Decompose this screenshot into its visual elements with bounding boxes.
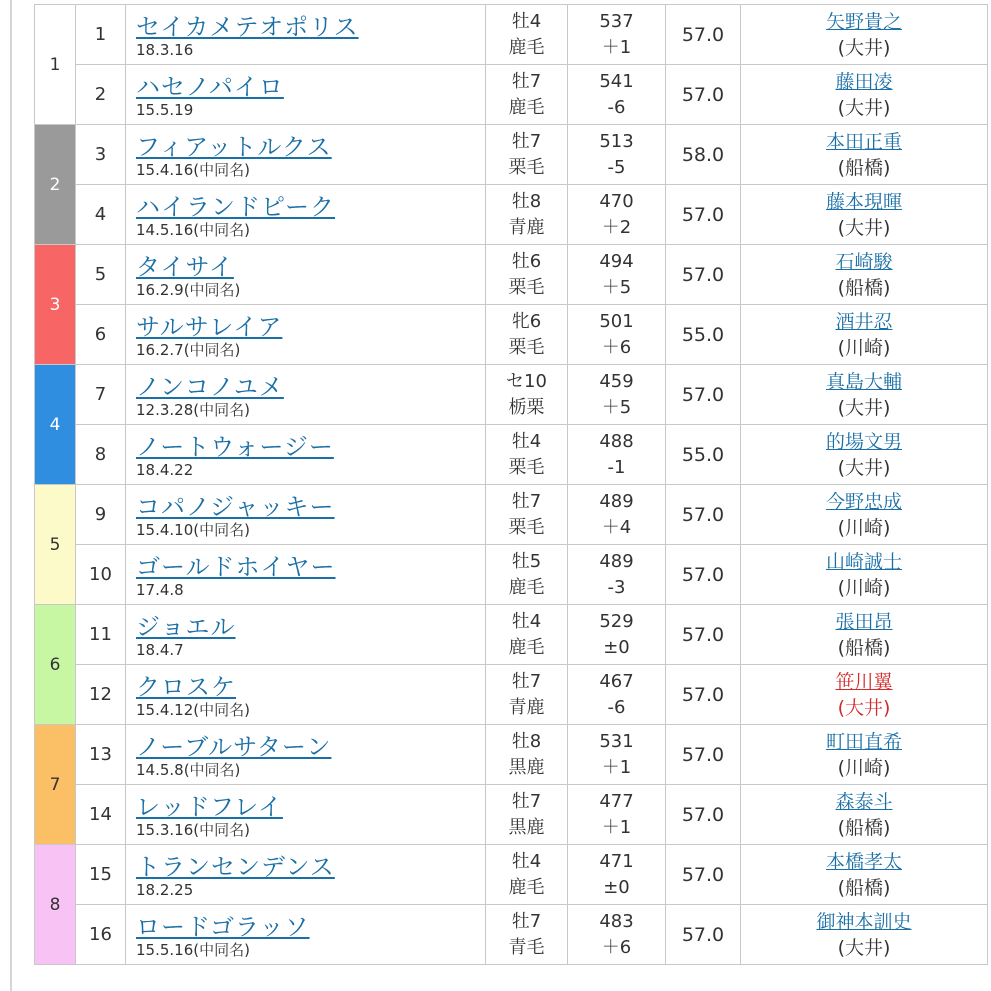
horse-number: 4 — [94, 204, 107, 225]
jockey-name-link[interactable]: 町田直希 — [825, 730, 902, 753]
jockey-cell — [741, 605, 988, 665]
jockey-cell — [741, 305, 988, 365]
horse-cell — [126, 905, 486, 965]
weight-change: ＋4 — [601, 516, 632, 538]
weight-change: ＋1 — [601, 756, 632, 778]
jockey-cell — [741, 425, 988, 485]
horse-number-cell — [76, 485, 126, 545]
body-weight: 489 — [599, 550, 634, 572]
horse-cell — [126, 185, 486, 245]
horse-birthdate: 18.4.7 — [136, 640, 184, 659]
horse-number: 12 — [89, 684, 112, 705]
horse-number: 15 — [89, 864, 112, 885]
carried-weight-cell — [666, 305, 741, 365]
sex-age: 牡4 — [511, 850, 542, 872]
body-weight-cell — [568, 185, 666, 245]
horse-birthdate: 18.4.22 — [136, 460, 194, 479]
carried-weight: 57.0 — [681, 83, 725, 106]
table-row — [35, 425, 988, 485]
jockey-cell — [741, 845, 988, 905]
weight-change: ＋1 — [601, 816, 632, 838]
jockey-affiliation: (川崎) — [837, 336, 891, 359]
sex-age: セ10 — [506, 370, 547, 392]
jockey-cell — [741, 725, 988, 785]
jockey-affiliation: (船橋) — [837, 156, 891, 179]
body-weight: 494 — [599, 250, 634, 272]
table-row — [35, 305, 988, 365]
table-row — [35, 605, 988, 665]
jockey-name-link[interactable]: 今野忠成 — [825, 490, 902, 513]
weight-change: ＋2 — [601, 216, 632, 238]
horse-cell — [126, 785, 486, 845]
carried-weight-cell — [666, 785, 741, 845]
horse-birthdate: 15.4.16(中同名) — [136, 160, 250, 179]
coat-color: 鹿毛 — [508, 36, 545, 58]
waku-number: 2 — [49, 174, 61, 195]
body-weight: 541 — [599, 70, 634, 92]
body-weight: 483 — [599, 910, 634, 932]
horse-number-cell — [76, 785, 126, 845]
jockey-name-link[interactable]: 御神本訓史 — [816, 910, 912, 933]
waku-cell — [35, 845, 76, 965]
horse-birthdate: 18.2.25 — [136, 880, 194, 899]
coat-color: 栗毛 — [508, 156, 545, 178]
carried-weight-cell — [666, 65, 741, 125]
table-row — [35, 665, 988, 725]
horse-cell — [126, 245, 486, 305]
body-weight-cell — [568, 5, 666, 65]
weight-change: ±0 — [603, 636, 630, 658]
jockey-affiliation: (大井) — [837, 216, 891, 239]
horse-name-link[interactable]: タイサイ — [136, 252, 234, 281]
sex-age-cell — [486, 5, 568, 65]
carried-weight-cell — [666, 125, 741, 185]
horse-cell — [126, 605, 486, 665]
body-weight: 501 — [599, 310, 634, 332]
jockey-affiliation: (船橋) — [837, 816, 891, 839]
weight-change: ＋6 — [601, 936, 632, 958]
jockey-affiliation: (川崎) — [837, 756, 891, 779]
waku-number: 1 — [49, 54, 61, 75]
horse-number: 13 — [89, 744, 112, 765]
weight-change: ＋5 — [601, 396, 632, 418]
waku-cell — [35, 605, 76, 725]
horse-number-cell — [76, 425, 126, 485]
coat-color: 黒鹿 — [508, 816, 545, 838]
body-weight-cell — [568, 785, 666, 845]
jockey-cell — [741, 485, 988, 545]
waku-cell — [35, 5, 76, 125]
horse-number-cell — [76, 65, 126, 125]
jockey-name-link[interactable]: 石崎駿 — [835, 250, 893, 273]
table-row — [35, 185, 988, 245]
page-left-rule — [10, 0, 12, 991]
waku-number: 8 — [49, 894, 61, 915]
sex-age-cell — [486, 485, 568, 545]
horse-birthdate: 14.5.16(中同名) — [136, 220, 250, 239]
sex-age: 牡4 — [511, 610, 542, 632]
horse-cell — [126, 425, 486, 485]
horse-number-cell — [76, 545, 126, 605]
horse-name-link[interactable]: ロードゴラッソ — [136, 912, 310, 941]
jockey-cell — [741, 65, 988, 125]
coat-color: 栃栗 — [508, 396, 545, 418]
jockey-cell — [741, 905, 988, 965]
sex-age: 牡7 — [511, 130, 542, 152]
horse-cell — [126, 485, 486, 545]
horse-number-cell — [76, 125, 126, 185]
horse-cell — [126, 65, 486, 125]
coat-color: 青鹿 — [508, 696, 545, 718]
horse-number: 2 — [94, 84, 107, 105]
carried-weight: 57.0 — [681, 563, 725, 586]
sex-age: 牡6 — [511, 250, 542, 272]
waku-cell — [35, 485, 76, 605]
body-weight-cell — [568, 65, 666, 125]
sex-age: 牡7 — [511, 70, 542, 92]
jockey-name-link[interactable]: 笹川翼 — [835, 670, 893, 693]
waku-cell — [35, 365, 76, 485]
coat-color: 栗毛 — [508, 276, 545, 298]
sex-age: 牝6 — [511, 310, 542, 332]
body-weight: 467 — [599, 670, 634, 692]
body-weight-cell — [568, 425, 666, 485]
carried-weight-cell — [666, 425, 741, 485]
body-weight: 531 — [599, 730, 634, 752]
weight-change: -5 — [607, 156, 626, 178]
jockey-name-link[interactable]: 張田昂 — [835, 610, 893, 633]
jockey-affiliation: (大井) — [837, 36, 891, 59]
sex-age: 牡4 — [511, 430, 542, 452]
horse-birthdate: 16.2.7(中同名) — [136, 340, 241, 359]
horse-number-cell — [76, 905, 126, 965]
sex-age-cell — [486, 725, 568, 785]
entry-table — [34, 4, 988, 965]
body-weight: 459 — [599, 370, 634, 392]
jockey-name-link[interactable]: 的場文男 — [825, 430, 902, 453]
jockey-affiliation: (船橋) — [837, 276, 891, 299]
horse-cell — [126, 305, 486, 365]
jockey-cell — [741, 125, 988, 185]
jockey-name-link[interactable]: 森泰斗 — [835, 790, 893, 813]
horse-cell — [126, 365, 486, 425]
body-weight-cell — [568, 605, 666, 665]
jockey-cell — [741, 665, 988, 725]
weight-change: ±0 — [603, 876, 630, 898]
carried-weight: 57.0 — [681, 203, 725, 226]
sex-age-cell — [486, 845, 568, 905]
body-weight-cell — [568, 245, 666, 305]
table-row — [35, 545, 988, 605]
horse-name-link[interactable]: ノーブルサターン — [136, 732, 332, 761]
jockey-cell — [741, 185, 988, 245]
body-weight-cell — [568, 665, 666, 725]
body-weight-cell — [568, 305, 666, 365]
body-weight-cell — [568, 725, 666, 785]
horse-number: 10 — [89, 564, 112, 585]
jockey-affiliation: (船橋) — [837, 876, 891, 899]
sex-age-cell — [486, 665, 568, 725]
sex-age: 牡7 — [511, 670, 542, 692]
coat-color: 青毛 — [508, 936, 545, 958]
weight-change: -3 — [607, 576, 626, 598]
horse-cell — [126, 665, 486, 725]
horse-name-link[interactable]: レッドフレイ — [136, 792, 283, 821]
coat-color: 栗毛 — [508, 336, 545, 358]
table-row — [35, 5, 988, 65]
horse-name-link[interactable]: トランセンデンス — [136, 852, 335, 881]
carried-weight: 57.0 — [681, 803, 725, 826]
sex-age-cell — [486, 185, 568, 245]
sex-age-cell — [486, 905, 568, 965]
sex-age: 牡7 — [511, 910, 542, 932]
body-weight: 529 — [599, 610, 634, 632]
jockey-affiliation: (大井) — [837, 696, 891, 719]
horse-number: 7 — [94, 384, 107, 405]
horse-cell — [126, 725, 486, 785]
horse-name-link[interactable]: フィアットルクス — [136, 132, 332, 161]
jockey-cell — [741, 545, 988, 605]
carried-weight-cell — [666, 845, 741, 905]
waku-number: 6 — [49, 654, 61, 675]
sex-age: 牡7 — [511, 490, 542, 512]
carried-weight: 57.0 — [681, 743, 725, 766]
horse-birthdate: 15.5.16(中同名) — [136, 940, 250, 959]
horse-number: 16 — [89, 924, 112, 945]
waku-cell — [35, 725, 76, 845]
jockey-name-link[interactable]: 矢野貴之 — [825, 10, 902, 33]
waku-number: 7 — [49, 774, 61, 795]
horse-birthdate: 15.4.10(中同名) — [136, 520, 250, 539]
jockey-name-link[interactable]: 真島大輔 — [825, 370, 902, 393]
horse-birthdate: 12.3.28(中同名) — [136, 400, 250, 419]
horse-name-link[interactable]: ゴールドホイヤー — [136, 552, 336, 581]
jockey-affiliation: (大井) — [837, 456, 891, 479]
carried-weight-cell — [666, 545, 741, 605]
carried-weight-cell — [666, 665, 741, 725]
horse-name-link[interactable]: セイカメテオポリス — [136, 12, 359, 41]
body-weight-cell — [568, 485, 666, 545]
coat-color: 青鹿 — [508, 216, 545, 238]
horse-number: 1 — [94, 24, 107, 45]
waku-cell — [35, 125, 76, 245]
horse-name-link[interactable]: サルサレイア — [136, 312, 283, 341]
coat-color: 栗毛 — [508, 456, 545, 478]
carried-weight: 57.0 — [681, 863, 725, 886]
coat-color: 鹿毛 — [508, 876, 545, 898]
carried-weight: 58.0 — [681, 143, 725, 166]
body-weight-cell — [568, 125, 666, 185]
horse-number-cell — [76, 5, 126, 65]
horse-name-link[interactable]: クロスケ — [136, 672, 236, 701]
horse-name-link[interactable]: ノンコノユメ — [136, 372, 284, 401]
jockey-name-link[interactable]: 本橋孝太 — [825, 850, 902, 873]
body-weight: 470 — [599, 190, 634, 212]
carried-weight-cell — [666, 905, 741, 965]
carried-weight: 57.0 — [681, 503, 725, 526]
table-row — [35, 245, 988, 305]
body-weight: 537 — [599, 10, 634, 32]
horse-birthdate: 15.5.19 — [136, 100, 194, 119]
sex-age-cell — [486, 245, 568, 305]
body-weight-cell — [568, 545, 666, 605]
coat-color: 鹿毛 — [508, 636, 545, 658]
body-weight: 513 — [599, 130, 634, 152]
jockey-affiliation: (大井) — [837, 936, 891, 959]
carried-weight-cell — [666, 605, 741, 665]
table-row — [35, 785, 988, 845]
sex-age: 牡8 — [511, 190, 542, 212]
table-row — [35, 125, 988, 185]
carried-weight: 55.0 — [681, 443, 725, 466]
waku-number: 4 — [49, 414, 61, 435]
sex-age: 牡5 — [511, 550, 542, 572]
carried-weight-cell — [666, 365, 741, 425]
horse-birthdate: 15.4.12(中同名) — [136, 700, 250, 719]
horse-number-cell — [76, 605, 126, 665]
horse-name-link[interactable]: コパノジャッキー — [136, 492, 335, 521]
sex-age-cell — [486, 785, 568, 845]
carried-weight: 57.0 — [681, 623, 725, 646]
sex-age-cell — [486, 305, 568, 365]
carried-weight: 57.0 — [681, 683, 725, 706]
horse-number-cell — [76, 305, 126, 365]
horse-number: 5 — [94, 264, 107, 285]
weight-change: -1 — [607, 456, 626, 478]
coat-color: 鹿毛 — [508, 576, 545, 598]
weight-change: ＋1 — [601, 36, 632, 58]
jockey-cell — [741, 5, 988, 65]
sex-age-cell — [486, 605, 568, 665]
table-row — [35, 65, 988, 125]
sex-age-cell — [486, 545, 568, 605]
horse-birthdate: 18.3.16 — [136, 40, 194, 59]
carried-weight-cell — [666, 185, 741, 245]
horse-name-link[interactable]: ノートウォージー — [136, 432, 334, 461]
weight-change: -6 — [607, 696, 626, 718]
coat-color: 黒鹿 — [508, 756, 545, 778]
horse-birthdate: 15.3.16(中同名) — [136, 820, 250, 839]
entry-table-body — [35, 5, 988, 965]
carried-weight: 55.0 — [681, 323, 725, 346]
sex-age: 牡4 — [511, 10, 542, 32]
horse-number-cell — [76, 665, 126, 725]
carried-weight-cell — [666, 725, 741, 785]
carried-weight: 57.0 — [681, 263, 725, 286]
sex-age-cell — [486, 365, 568, 425]
jockey-cell — [741, 785, 988, 845]
horse-cell — [126, 125, 486, 185]
horse-number: 6 — [94, 324, 107, 345]
jockey-name-link[interactable]: 本田正重 — [825, 130, 902, 153]
jockey-affiliation: (船橋) — [837, 636, 891, 659]
sex-age-cell — [486, 425, 568, 485]
horse-name-link[interactable]: ジョエル — [136, 612, 236, 641]
horse-number: 8 — [94, 444, 107, 465]
horse-number-cell — [76, 845, 126, 905]
horse-name-link[interactable]: ハセノパイロ — [136, 72, 284, 101]
weight-change: -6 — [607, 96, 626, 118]
weight-change: ＋6 — [601, 336, 632, 358]
jockey-name-link[interactable]: 酒井忍 — [835, 310, 893, 333]
jockey-name-link[interactable]: 藤田凌 — [835, 70, 893, 93]
table-row — [35, 365, 988, 425]
horse-number-cell — [76, 365, 126, 425]
body-weight: 471 — [599, 850, 634, 872]
body-weight: 489 — [599, 490, 634, 512]
body-weight: 477 — [599, 790, 634, 812]
coat-color: 栗毛 — [508, 516, 545, 538]
carried-weight: 57.0 — [681, 23, 725, 46]
horse-name-link[interactable]: ハイランドピーク — [136, 192, 336, 221]
sex-age-cell — [486, 65, 568, 125]
jockey-name-link[interactable]: 山崎誠士 — [825, 550, 902, 573]
horse-cell — [126, 845, 486, 905]
carried-weight: 57.0 — [681, 383, 725, 406]
carried-weight-cell — [666, 5, 741, 65]
body-weight: 488 — [599, 430, 634, 452]
carried-weight-cell — [666, 485, 741, 545]
coat-color: 鹿毛 — [508, 96, 545, 118]
horse-number: 9 — [94, 504, 107, 525]
carried-weight-cell — [666, 245, 741, 305]
horse-number: 11 — [89, 624, 112, 645]
horse-birthdate: 14.5.8(中同名) — [136, 760, 241, 779]
body-weight-cell — [568, 365, 666, 425]
table-row — [35, 845, 988, 905]
sex-age: 牡7 — [511, 790, 542, 812]
jockey-cell — [741, 245, 988, 305]
horse-cell — [126, 5, 486, 65]
jockey-affiliation: (大井) — [837, 96, 891, 119]
jockey-name-link[interactable]: 藤本現暉 — [825, 190, 902, 213]
table-row — [35, 725, 988, 785]
body-weight-cell — [568, 905, 666, 965]
waku-number: 3 — [49, 294, 61, 315]
jockey-affiliation: (大井) — [837, 396, 891, 419]
waku-cell — [35, 245, 76, 365]
jockey-affiliation: (川崎) — [837, 516, 891, 539]
horse-birthdate: 16.2.9(中同名) — [136, 280, 241, 299]
horse-number-cell — [76, 725, 126, 785]
jockey-cell — [741, 365, 988, 425]
body-weight-cell — [568, 845, 666, 905]
horse-number: 14 — [89, 804, 112, 825]
sex-age: 牡8 — [511, 730, 542, 752]
horse-number: 3 — [94, 144, 107, 165]
horse-cell — [126, 545, 486, 605]
waku-number: 5 — [49, 534, 61, 555]
sex-age-cell — [486, 125, 568, 185]
carried-weight: 57.0 — [681, 923, 725, 946]
horse-number-cell — [76, 185, 126, 245]
horse-number-cell — [76, 245, 126, 305]
table-row — [35, 485, 988, 545]
jockey-affiliation: (川崎) — [837, 576, 891, 599]
weight-change: ＋5 — [601, 276, 632, 298]
horse-birthdate: 17.4.8 — [136, 580, 184, 599]
table-row — [35, 905, 988, 965]
